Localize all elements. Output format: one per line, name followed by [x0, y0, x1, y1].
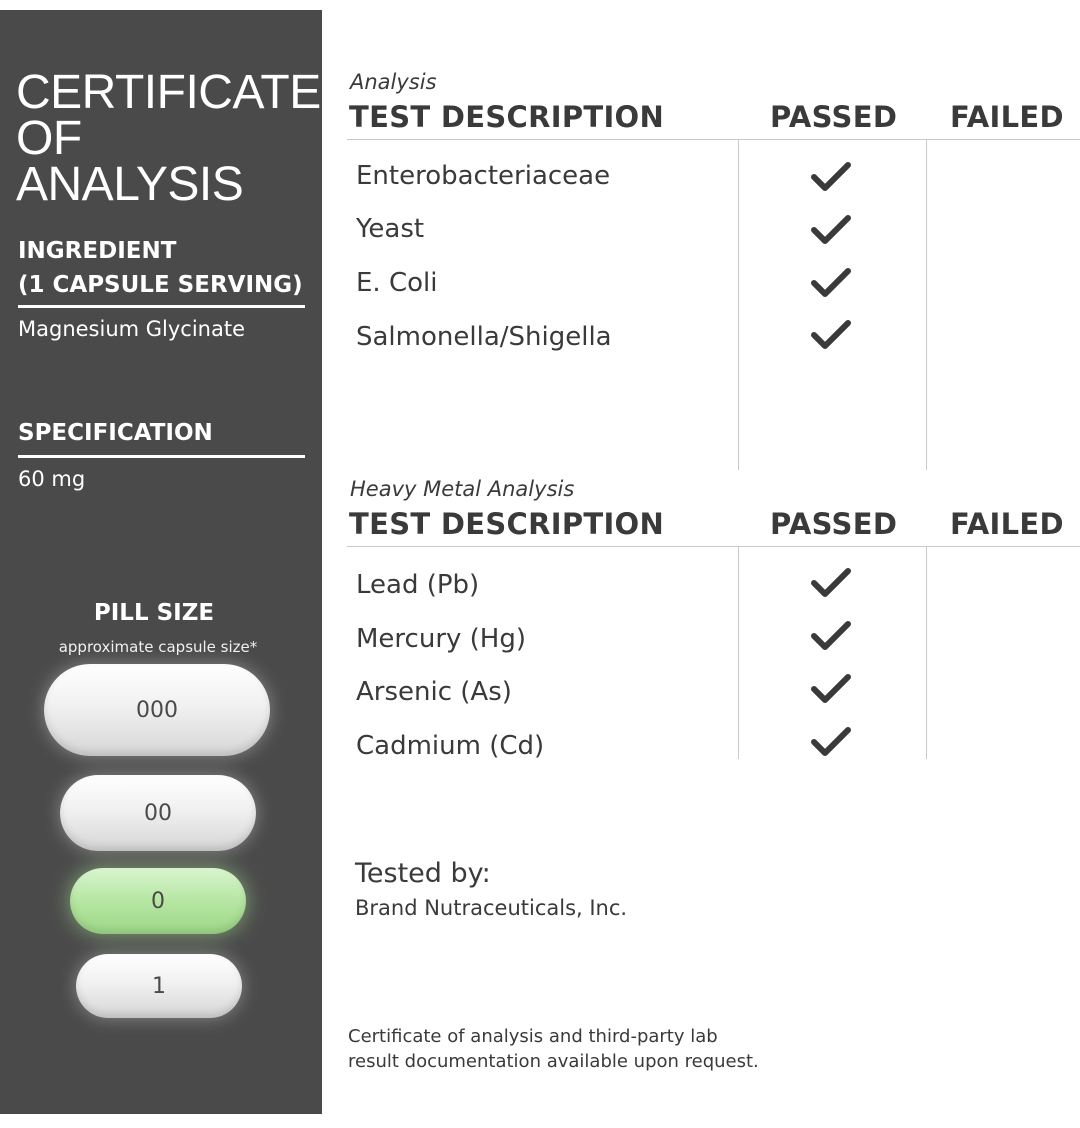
certificate-title	[16, 66, 321, 211]
heavy-metal-col-test-description: TEST DESCRIPTION	[349, 507, 665, 541]
tested-by-label: Tested by:	[355, 858, 491, 889]
analysis-col-passed: PASSED	[770, 100, 898, 134]
pill-size-0-selected	[70, 868, 246, 934]
footnote-line1: Certificate of analysis and third-party lab	[348, 1026, 718, 1047]
tested-by-value: Brand Nutraceuticals, Inc.	[355, 896, 628, 920]
heavy-metal-col-passed: PASSED	[770, 507, 898, 541]
checkmark-icon	[811, 620, 851, 652]
heavy-metal-header-divider	[347, 546, 1080, 547]
checkmark-icon	[811, 319, 851, 351]
specification-divider	[18, 455, 305, 458]
analysis-section-label: Analysis	[350, 70, 437, 94]
checkmark-icon	[811, 726, 851, 758]
sidebar-panel	[0, 10, 322, 1114]
pill-size-subheading: approximate capsule size*	[58, 638, 258, 656]
checkmark-icon	[811, 673, 851, 705]
pill-size-1	[76, 954, 242, 1018]
pill-size-heading: PILL SIZE	[93, 600, 215, 626]
analysis-row-label: Enterobacteriaceae	[356, 161, 611, 191]
analysis-header-divider	[347, 139, 1080, 140]
pill-size-label: 0	[151, 888, 165, 914]
ingredient-heading-line2: (1 CAPSULE SERVING)	[18, 272, 303, 298]
pill-size-label: 00	[144, 800, 172, 826]
ingredient-heading-line1: INGREDIENT	[18, 238, 177, 264]
heavy-metal-column-divider	[926, 547, 927, 759]
analysis-col-test-description: TEST DESCRIPTION	[349, 100, 665, 134]
heavy-metal-col-failed: FAILED	[950, 507, 1064, 541]
analysis-column-divider	[926, 140, 927, 470]
specification-heading: SPECIFICATION	[18, 420, 213, 446]
checkmark-icon	[811, 567, 851, 599]
pill-size-label: 1	[152, 973, 166, 999]
certificate-title-line2: OF ANALYSIS	[16, 112, 244, 211]
checkmark-icon	[811, 214, 851, 246]
heavy-metal-row-label: Cadmium (Cd)	[356, 731, 545, 761]
analysis-row-label: Yeast	[356, 214, 425, 244]
footnote-line2: result documentation available upon request.	[348, 1051, 759, 1072]
analysis-col-failed: FAILED	[950, 100, 1064, 134]
heavy-metal-row-label: Lead (Pb)	[356, 570, 480, 600]
heavy-metal-row-label: Arsenic (As)	[356, 677, 512, 707]
checkmark-icon	[811, 267, 851, 299]
ingredient-heading	[18, 234, 306, 302]
analysis-row-label: E. Coli	[356, 268, 438, 298]
heavy-metal-column-divider	[738, 547, 739, 759]
ingredient-value: Magnesium Glycinate	[18, 317, 246, 341]
heavy-metal-row-label: Mercury (Hg)	[356, 624, 527, 654]
ingredient-divider	[18, 305, 305, 308]
pill-size-00	[60, 775, 256, 851]
footnote	[348, 1024, 818, 1074]
analysis-column-divider	[738, 140, 739, 470]
heavy-metal-section-label: Heavy Metal Analysis	[350, 477, 575, 501]
pill-size-000	[44, 664, 270, 756]
specification-value: 60 mg	[18, 467, 86, 491]
analysis-row-label: Salmonella/Shigella	[356, 322, 612, 352]
pill-size-label: 000	[136, 697, 178, 723]
certificate-title-line1: CERTIFICATE	[16, 66, 321, 119]
checkmark-icon	[811, 161, 851, 193]
